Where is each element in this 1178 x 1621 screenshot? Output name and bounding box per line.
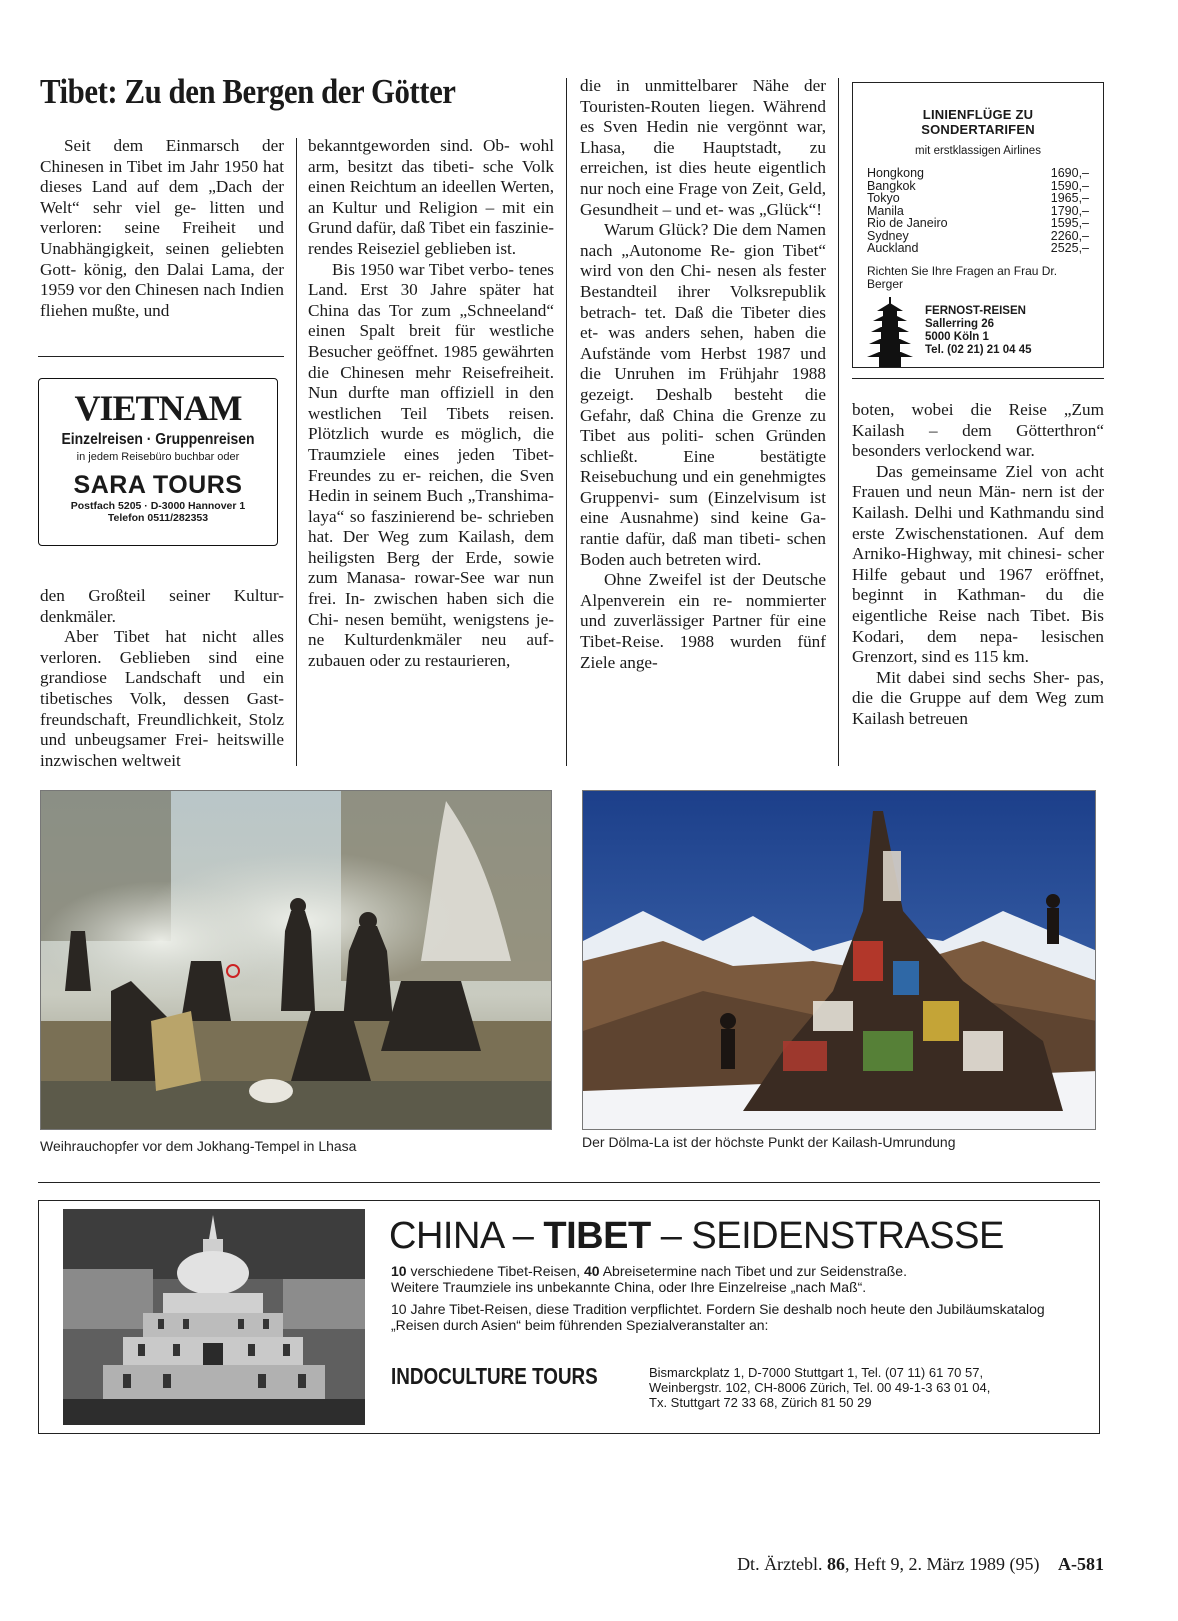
column-divider xyxy=(566,78,567,766)
ad-address: Postfach 5205 · D-3000 Hannover 1 xyxy=(70,500,246,512)
phone: Tel. (02 21) 21 04 45 xyxy=(925,343,1032,356)
vietnam-advertisement xyxy=(38,378,278,546)
company-address: Bismarckplatz 1, D-7000 Stuttgart 1, Tel. (07 11) 61 70 57, Weinbergstr. 102, CH-8006 Zürich, Tel. 00 49-1-3 63 01 04, Tx. Stuttgart 72 33 68, Zürich 81 50 29 xyxy=(649,1365,991,1410)
price: 1590,– xyxy=(1050,178,1089,193)
paragraph: Ohne Zweifel ist der Deutsche Alpenverein ein re- nommierter und zuverlässiger Partner für eine Tibet-Reise. 1988 wurden fünf Ziele ange- xyxy=(580,570,826,672)
photo-doelma-la xyxy=(582,790,1096,1130)
column-1-bottom xyxy=(40,586,284,771)
destination: Manila xyxy=(867,203,904,218)
price-row xyxy=(867,217,1089,230)
price: 1965,– xyxy=(1050,191,1089,205)
ad-line: Weitere Traumziele ins unbekannte China, oder Ihre Einzelreise „nach Maß“. xyxy=(391,1279,867,1295)
column-divider xyxy=(296,138,297,766)
temple-photo xyxy=(41,791,552,1130)
ad-note: in jedem Reisebüro buchbar oder xyxy=(76,451,240,463)
street: Sallerring 26 xyxy=(925,317,995,330)
photo-caption-left: Weihrauchopfer vor dem Jokhang-Tempel in Lhasa xyxy=(40,1138,357,1154)
destination: Rio de Janeiro xyxy=(867,216,948,230)
page-number: A-581 xyxy=(1058,1554,1104,1574)
paragraph: Bis 1950 war Tibet verbo- tenes Land. Erst 30 Jahre später hat China das Tor zum „Schneeland“ einen Spalt breit für westliche Besucher geöffnet. 1985 gewährten die Chinesen mehr Reisefreiheit. Nun durfte man offiziell in den westlichen Teil Tibets reisen. Plötzlich wurde es möglich, die Traumziele eines jeden Tibet-Freundes zu er- reichen, die Sven Hedin in seinem Buch „Transhima- laya“ so faszinierend be- schrieben hat. Der Weg zum Kailash, dem heiligsten Berg der Erde, sowie zum Manasa- rowar-See war nun frei. In- zwischen haben sich die Chi- nesen bemüht, wenigstens je- ne Kulturdenkmäler neu auf- zubauen oder zu restaurieren, xyxy=(308,259,554,670)
company-name: INDOCULTURE TOURS xyxy=(391,1363,598,1389)
stupa-image xyxy=(63,1209,365,1425)
photo-jokhang-temple xyxy=(40,790,552,1130)
pagoda-icon xyxy=(867,297,913,367)
paragraph: bekanntgeworden sind. Ob- wohl arm, besitzt das tibeti- sche Volk einen Reichtum an ideellen Werten, an Kultur und Religion – mit ein Grund dafür, daß Tibet ein faszinie- rendes Reiseziel geblieben ist. xyxy=(308,136,554,258)
flight-advertisement xyxy=(852,82,1104,368)
divider xyxy=(852,378,1104,379)
price: 1690,– xyxy=(1050,166,1089,180)
column-2 xyxy=(308,136,554,671)
ad-heading: LINIENFLÜGE ZU SONDERTARIFEN xyxy=(921,107,1035,137)
contact-note: Richten Sie Ihre Fragen an Frau Dr. Berger xyxy=(867,263,1058,291)
column-divider xyxy=(838,78,839,766)
price-row xyxy=(867,192,1089,205)
ad-line: 10 Jahre Tibet-Reisen, diese Tradition verpflichtet. Fordern Sie deshalb noch heute den Jubiläumskatalog „Reisen durch Asien“ beim führenden Spezialveranstalter an: xyxy=(391,1301,1045,1333)
city: 5000 Köln 1 xyxy=(925,330,989,343)
column-4 xyxy=(852,400,1104,730)
price: 1595,– xyxy=(1050,216,1089,230)
column-1-top xyxy=(40,136,284,321)
divider xyxy=(38,1182,1100,1183)
ad-headline: CHINA – TIBET – SEIDENSTRASSE xyxy=(389,1215,1004,1257)
price-list xyxy=(867,167,1089,255)
column-3 xyxy=(580,76,826,673)
destination: Auckland xyxy=(867,241,919,255)
destination: Bangkok xyxy=(867,178,916,193)
paragraph: die in unmittelbarer Nähe der Touristen-Routen liegen. Während es Sven Hedin nie vergönnt war, Lhasa, die Hauptstadt, zu erreichen, ist dies heute eigentlich nur noch eine Frage von Zeit, Geld, Gesundheit – und et- was „Glück“! xyxy=(580,76,826,219)
price: 1790,– xyxy=(1050,203,1089,218)
page-footer: Dt. Ärztebl. 86, Heft 9, 2. März 1989 (95) A-581 xyxy=(737,1554,1104,1574)
paragraph: boten, wobei die Reise „Zum Kailash – dem Götterthron“ besonders verlockend war. xyxy=(852,400,1104,461)
divider xyxy=(38,356,284,357)
price: 2525,– xyxy=(1050,241,1089,255)
paragraph: Das gemeinsame Ziel von acht Frauen und neun Män- nern ist der Kailash. Delhi und Kathmandu sind erste Zwischenstationen. Auf dem Arniko-Highway, mit chinesi- scher Hilfe gebaut und 1967 eröffnet, beginnt in Kathman- du die eigentliche Reise nach Tibet. Bis Kodari, dem nepa- lesischen Grenzort, sind es 115 km. xyxy=(852,461,1104,667)
ad-subtitle: Einzelreisen · Gruppenreisen xyxy=(61,431,255,448)
company-name: FERNOST-REISEN xyxy=(925,304,1026,317)
paragraph: Warum Glück? Die dem Namen nach „Autonome Re- gion Tibet“ wird von den Chi- nesen als fester Bestandteil ihrer Volksrepublik betrach- tet. Daß die Tibeter dies et- was anders sehen, haben die Aufstände vom Herbst 1987 und die Unruhen im Frühjahr 1988 gezeigt. Deshalb besteht die Gefahr, daß China die Grenze zu Tibet aus politi- schen Gründen schließt. Eine bestätigte Reisebuchung und ein genehmigtes Gruppenvi- sum (Einzelvisum ist eine Ausnahme) sind keine Ga- rantie dafür, daß man tibeti- schen Boden auch betreten wird. xyxy=(580,220,826,569)
ad-body: 10 verschiedene Tibet-Reisen, 40 Abreisetermine nach Tibet und zur Seidenstraße. Weitere Traumziele ins unbekannte China, oder Ihre Einzelreise „nach Maß“. 10 Jahre Tibet-Reisen, diese Tradition verpflichtet. Fordern Sie deshalb noch heute den Jubiläumskatalog „Reisen durch Asien“ beim führenden Spezialveranstalter an: xyxy=(391,1263,1081,1339)
paragraph: Aber Tibet hat nicht alles verloren. Geblieben sind eine grandiose Landschaft und ein tibetisches Volk, dessen Gast- freundschaft, Freundlichkeit, Stolz und unbeugsamer Frei- heitswille inzwischen weltweit xyxy=(40,627,284,770)
paragraph: Mit dabei sind sechs Sher- pas, die die Gruppe auf dem Weg zum Kailash betreuen xyxy=(852,667,1104,728)
photo-caption-right: Der Dölma-La ist der höchste Punkt der Kailash-Umrundung xyxy=(582,1134,956,1150)
article-title: Tibet: Zu den Bergen der Götter xyxy=(40,72,456,111)
ad-phone: Telefon 0511/282353 xyxy=(107,512,209,524)
paragraph: Seit dem Einmarsch der Chinesen in Tibet im Jahr 1950 hat dieses Land auf dem „Dach der Welt“ sehr viel ge- litten und verloren: seine Freiheit und Unabhängigkeit, seinen geliebten Gott- könig, den Dalai Lama, der 1959 vor den Chinesen nach Indien fliehen mußte, und xyxy=(40,136,284,320)
price-row xyxy=(867,167,1089,180)
stupa-photo xyxy=(63,1209,365,1425)
ad-subheading: mit erstklassigen Airlines xyxy=(915,145,1041,157)
sara-tours-logo: SARA TOURS xyxy=(73,471,243,499)
vietnam-logo: VIETNAM xyxy=(74,388,242,428)
mountain-photo xyxy=(583,791,1096,1130)
paragraph: den Großteil seiner Kultur- denkmäler. xyxy=(40,586,284,626)
indoculture-advertisement xyxy=(38,1200,1100,1434)
destination: Tokyo xyxy=(867,191,900,205)
price: 2260,– xyxy=(1050,228,1089,243)
destination: Sydney xyxy=(867,228,909,243)
price-row xyxy=(867,242,1089,255)
destination: Hongkong xyxy=(867,166,924,180)
